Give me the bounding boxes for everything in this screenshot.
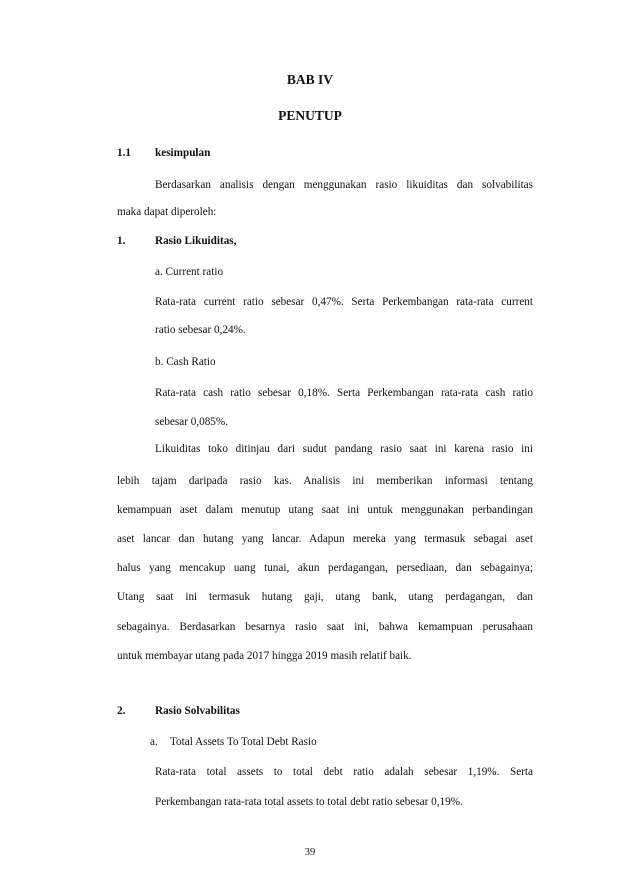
point1-a-label: a. Current ratio [155,266,224,278]
point2-a-text-1: Rata-rata total assets to total debt ratio adalah sebesar 1,19%. Serta [155,766,533,778]
paragraph-line: Utang saat ini termasuk hutang gaji, utang bank, utang perdagangan, dan [117,591,533,603]
paragraph-line: halus yang mencakup uang tunai, akun perdagangan, persediaan, dan sebagainya; [117,562,533,574]
paragraph-line: untuk membayar utang pada 2017 hingga 2019 masih relatif baik. [117,650,412,662]
intro-line-2: maka dapat diperoleh: [117,206,217,218]
intro-line-1: Berdasarkan analisis dengan menggunakan rasio likuiditas dan solvabilitas [155,179,533,191]
section-number: 1.1 [117,147,131,159]
section-title: kesimpulan [155,147,211,159]
point1-b-text-1: Rata-rata cash ratio sebesar 0,18%. Serta Perkembangan rata-rata cash ratio [155,387,533,399]
chapter-title: PENUTUP [278,108,342,123]
point1-title: Rasio Likuiditas, [155,235,237,247]
point2-number: 2. [117,705,126,717]
chapter-heading: BAB IV [286,72,334,87]
page-number: 39 [304,847,316,858]
paragraph-line: Likuiditas toko ditinjau dari sudut pandang rasio saat ini karena rasio ini [155,443,533,455]
point2-title: Rasio Solvabilitas [155,705,240,717]
paragraph-line: sebagainya. Berdasarkan besarnya rasio saat ini, bahwa kemampuan perusahaan [117,621,533,633]
point1-a-text-2: ratio sebesar 0,24%. [155,324,246,336]
paragraph-line: lebih tajam daripada rasio kas. Analisis ini memberikan informasi tentang [117,475,533,487]
paragraph-line: aset lancar dan hutang yang lancar. Adapun mereka yang termasuk sebagai aset [117,533,533,545]
point1-number: 1. [117,235,126,247]
point1-a-text-1: Rata-rata current ratio sebesar 0,47%. Serta Perkembangan rata-rata current [155,296,533,308]
paragraph-line: kemampuan aset dalam menutup utang saat ini untuk menggunakan perbandingan [117,504,533,516]
point2-a-label: a. [150,736,158,748]
point1-b-text-2: sebesar 0,085%. [155,416,229,428]
point2-a-title: Total Assets To Total Debt Rasio [170,736,317,748]
point2-a-text-2: Perkembangan rata-rata total assets to total debt ratio sebesar 0,19%. [155,796,463,808]
point1-b-label: b. Cash Ratio [155,356,216,368]
